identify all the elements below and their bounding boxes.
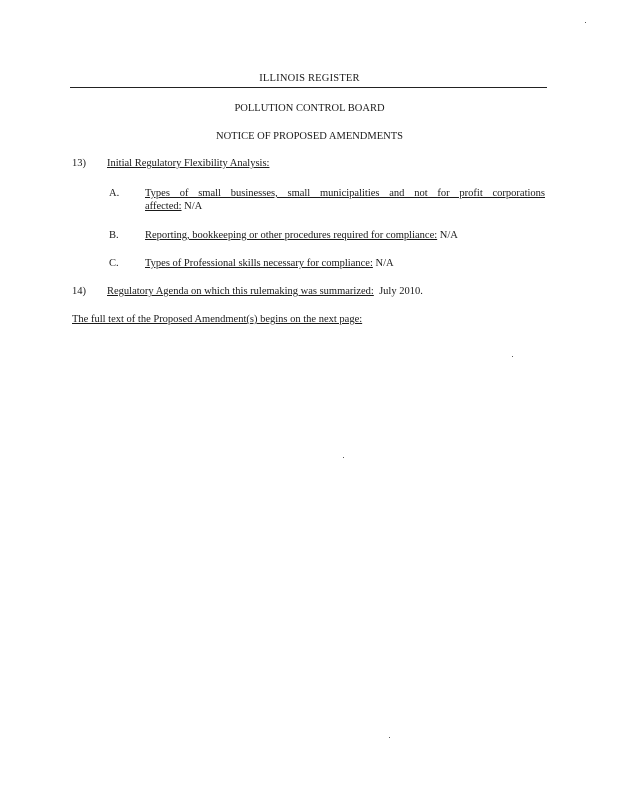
subitem-a-value: N/A — [181, 201, 203, 213]
register-title: ILLINOIS REGISTER — [259, 73, 360, 84]
header-rule — [70, 87, 547, 88]
closing-statement: The full text of the Proposed Amendment(s) begins on the next page: — [72, 314, 363, 325]
subitem-a-affected: affected: — [145, 201, 182, 213]
subitem-c — [145, 257, 545, 270]
scan-speck — [512, 356, 513, 357]
scan-speck — [343, 457, 344, 458]
subitem-a — [145, 187, 545, 213]
item-number-13: 13) — [72, 158, 86, 169]
subitem-b — [145, 229, 545, 242]
item-label-14: Regulatory Agenda on which this rulemaking was summarized: — [107, 286, 374, 297]
subitem-letter-a: A. — [109, 188, 120, 199]
scan-speck — [389, 737, 390, 738]
subitem-a-line1: Types of small businesses, small municipalities and not for profit corporations — [145, 188, 545, 199]
subitem-b-value: N/A — [437, 230, 458, 241]
item-value-14: July 2010. — [373, 286, 423, 297]
notice-title: NOTICE OF PROPOSED AMENDMENTS — [216, 131, 403, 142]
subitem-letter-c: C. — [109, 258, 119, 269]
subitem-a-line2 — [145, 200, 545, 213]
subitem-b-label: Reporting, bookkeeping or other procedures required for compliance: — [145, 230, 438, 241]
scan-speck — [585, 22, 586, 23]
item-number-14: 14) — [72, 286, 86, 297]
subitem-c-label: Types of Professional skills necessary for compliance: — [145, 258, 373, 269]
item-label-13: Initial Regulatory Flexibility Analysis: — [107, 158, 270, 169]
subitem-c-value: N/A — [372, 258, 394, 269]
subitem-letter-b: B. — [109, 230, 119, 241]
item-14 — [107, 285, 423, 298]
agency-name: POLLUTION CONTROL BOARD — [234, 103, 385, 114]
